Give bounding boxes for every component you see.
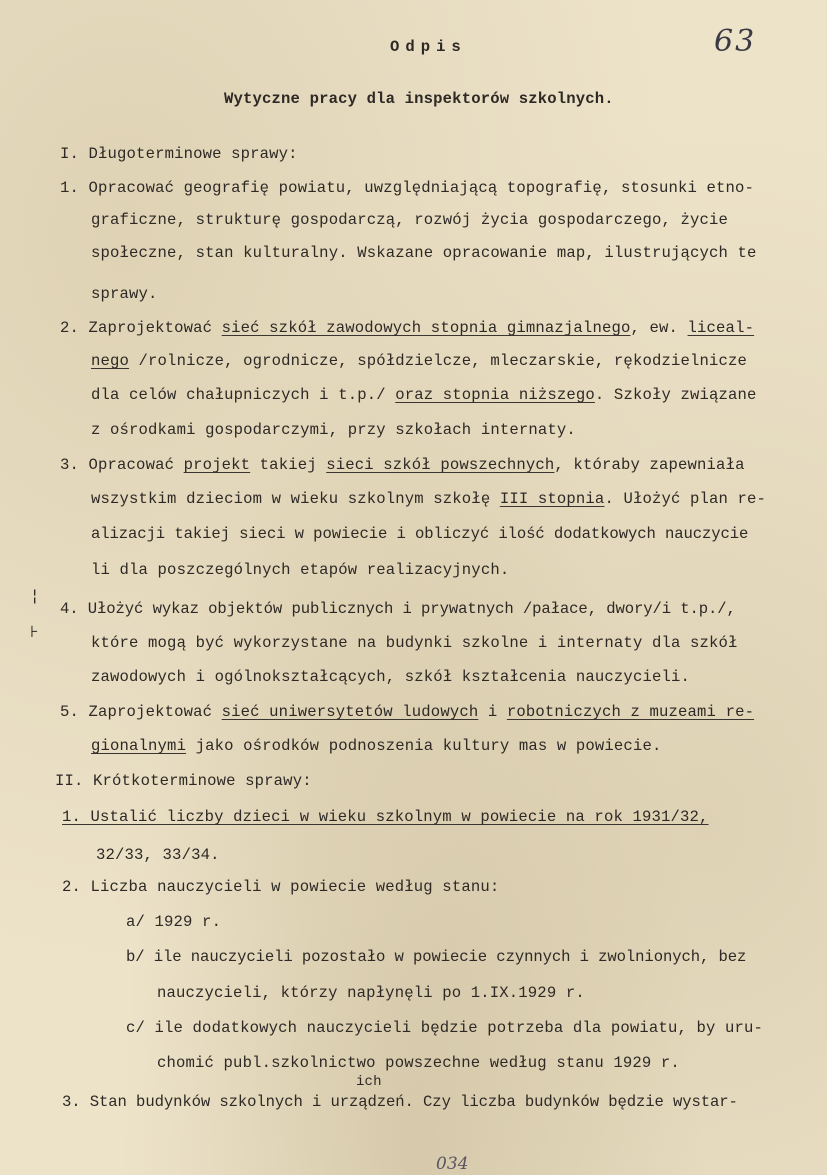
margin-mark: ¦ <box>32 586 38 605</box>
item-i3-line-1 <box>60 456 745 474</box>
item-i3-line-4: li dla poszczególnych etapów realizacyjnych. <box>91 561 510 579</box>
item-ii2-a: a/ 1929 r. <box>126 913 222 931</box>
text-run: , ew. <box>630 319 688 337</box>
underlined-text: sieć uniwersytetów ludowych <box>221 703 479 721</box>
page-bottom-number: 034 <box>436 1154 469 1174</box>
item-i1-line-2: graficzne, strukturę gospodarczą, rozwój życia gospodarczego, życie <box>91 211 729 229</box>
item-i4-line-1: 4. Ułożyć wykaz objektów publicznych i prywatnych /pałace, dwory/i t.p./, <box>60 600 736 618</box>
underlined-text: sieć szkół zawodowych stopnia gimnazjalnego <box>221 319 631 337</box>
item-i2-line-3 <box>91 386 757 404</box>
item-ii1-line-2: 32/33, 33/34. <box>96 846 220 864</box>
item-ii2-c-line-2: chomić publ.szkolnictwo powszechne według stanu 1929 r. <box>157 1054 680 1072</box>
underlined-text: sieci szkół powszechnych <box>326 456 555 474</box>
underlined-text: gionalnymi <box>91 737 187 755</box>
text-run: 5. Zaprojektować <box>60 703 222 721</box>
item-ii2-b-line-1: b/ ile nauczycieli pozostało w powiecie czynnych i zwolnionych, bez <box>126 948 747 966</box>
text-run: 3. Opracować <box>60 456 184 474</box>
item-i2-line-1 <box>60 319 754 337</box>
text-run: i <box>478 703 507 721</box>
item-i1-line-3: społeczne, stan kulturalny. Wskazane opracowanie map, ilustrujących te <box>91 244 757 262</box>
item-i1-line-1: 1. Opracować geografię powiatu, uwzględniającą topografię, stosunki etno- <box>60 179 755 197</box>
text-run: wszystkim dzieciom w wieku szkolnym szkołę <box>91 490 500 508</box>
text-run: . Szkoły związane <box>594 386 757 404</box>
item-ii1-line-1: 1. Ustalić liczby dzieci w wieku szkolnym w powiecie na rok 1931/32, <box>62 808 709 826</box>
underlined-text: robotniczych z muzeami re- <box>506 703 755 721</box>
item-ii2-c-line-1: c/ ile dodatkowych nauczycieli będzie potrzeba dla powiatu, by uru- <box>126 1019 764 1037</box>
underlined-text: liceal- <box>687 319 755 337</box>
item-i5-line-2 <box>91 737 661 755</box>
section-heading-short-term: II. Krótkoterminowe sprawy: <box>55 772 312 790</box>
item-ii3-line-1: 3. Stan budynków szkolnych i urządzeń. Czy liczba budynków będzie wystar- <box>62 1093 738 1111</box>
item-i4-line-2: które mogą być wykorzystane na budynki szkolne i internaty dla szkół <box>91 634 738 652</box>
item-ii2-b-line-2: nauczycieli, którzy napłynęli po 1.IX.1929 r. <box>157 984 585 1002</box>
text-run: . Ułożyć plan re- <box>604 490 767 508</box>
text-run: /rolnicze, ogrodnicze, spółdzielcze, mleczarskie, rękodzielnicze <box>129 352 748 370</box>
text-run: dla celów chałupniczych i t.p./ <box>91 386 396 404</box>
item-i3-line-2 <box>91 490 766 508</box>
text-run: jako ośrodków podnoszenia kultury mas w powiecie. <box>186 737 662 755</box>
underlined-text: III stopnia <box>499 490 605 508</box>
section-heading-long-term: I. Długoterminowe sprawy: <box>60 145 298 163</box>
inserted-word: ich <box>356 1074 382 1090</box>
item-i5-line-1 <box>60 703 754 721</box>
folio-number: 63 <box>714 24 757 59</box>
document-subtitle: Wytyczne pracy dla inspektorów szkolnych. <box>224 90 614 108</box>
document-title: Odpis <box>390 38 467 56</box>
margin-mark: ⊦ <box>30 622 39 641</box>
underlined-text: projekt <box>183 456 251 474</box>
underlined-text: oraz stopnia niższego <box>395 386 595 404</box>
item-i2-line-2 <box>91 352 747 370</box>
text-run: , któraby zapewniała <box>554 456 745 474</box>
text-run: takiej <box>250 456 327 474</box>
item-i2-line-4: z ośrodkami gospodarczymi, przy szkołach internaty. <box>91 421 576 439</box>
item-i4-line-3: zawodowych i ogólnokształcących, szkół kształcenia nauczycieli. <box>91 668 690 686</box>
item-i1-line-4: sprawy. <box>91 285 158 303</box>
text-run: 2. Zaprojektować <box>60 319 222 337</box>
item-i3-line-3: alizacji takiej sieci w powiecie i obliczyć ilość dodatkowych nauczycie <box>91 525 749 543</box>
item-ii2-heading: 2. Liczba nauczycieli w powiecie według stanu: <box>62 878 500 896</box>
underlined-text: nego <box>91 352 130 370</box>
